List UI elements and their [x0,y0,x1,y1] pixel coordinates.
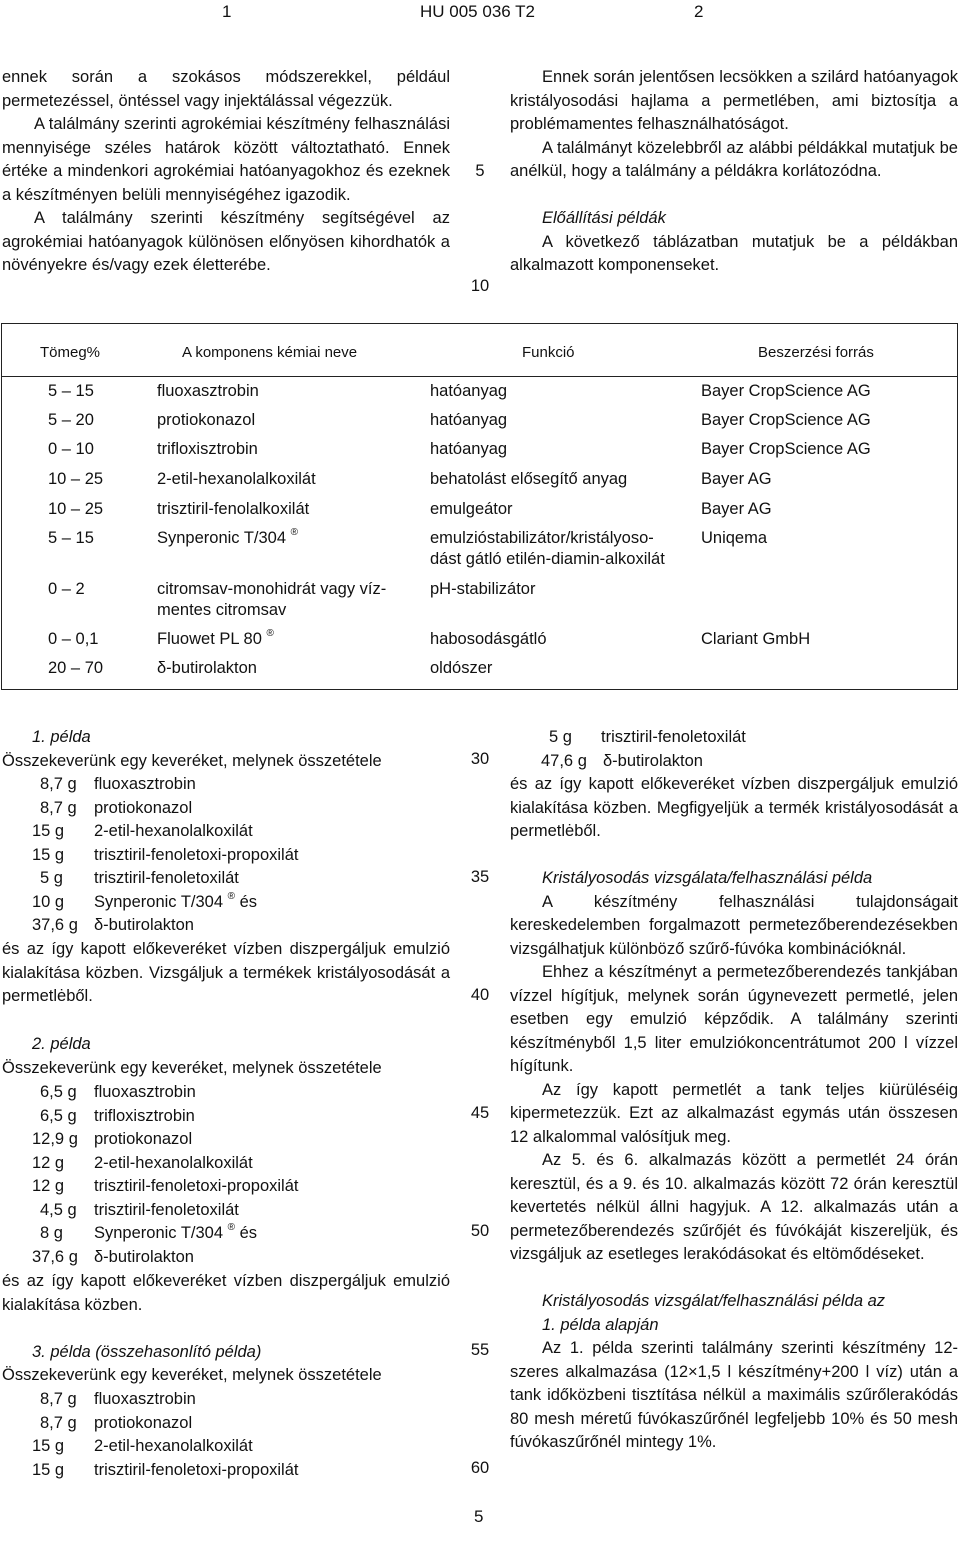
example-1-outro: és az így kapott előkeveréket vízben diszpergáljuk emulzió kialakítása közben. Vizsgáljuk a termékek kristályosodását a permetlėből. [2,940,450,1005]
line-number: 45 [470,1104,490,1122]
table-cell-function: emulgeátor [430,500,513,518]
table-cell-name [157,629,274,650]
table-header-source: Beszerzési forrás [758,344,874,361]
table-cell-source: Clariant GmbH [701,630,811,648]
line-number: 10 [470,277,490,295]
ingredient-row: 8,7 g protiokonazol [40,798,193,817]
intro-right-paragraph: A következő táblázatban mutatjuk be a példákban alkalmazott komponenseket. [510,232,958,274]
section-heading: 1. példa alapján [542,1315,659,1334]
ingredient-row: 8 g Synperonic T/304 ® és [40,1222,258,1242]
registered-mark: ® [290,527,298,538]
header-right-page-number: 2 [694,2,704,21]
ingredient-row: 15 g 2-etil-hexanolalkoxilát [32,1437,253,1455]
ingredient-row: 12 g 2-etil-hexanolalkoxilát [32,1153,253,1172]
intro-left-column [2,66,450,278]
example-1-title: 1. példa [32,728,91,746]
ingredient-row: 8,7 g protiokonazol [40,1413,193,1432]
table-cell-function: behatolást elősegítő anyag [430,470,628,488]
table-cell-name-line: citromsav-monohidrát vagy víz- [157,580,387,598]
table-cell-function: hatóanyag [430,382,508,400]
table-cell-name: fluoxasztrobin [157,382,259,400]
table-cell-mass: 0 – 0,1 [48,630,99,648]
table-cell-name [157,528,298,549]
example-1-intro: Összekeverünk egy keveréket, melynek összetétele [2,752,382,770]
example-2-ingredients [32,1081,299,1269]
table-cell-function [430,528,665,570]
table-cell-function-line: emulzióstabilizátor/kristályoso- [430,529,654,547]
example-3-title: 3. példa (összehasonlító példa) [32,1343,262,1361]
ingredient-row: 5 g trisztiril-fenoletoxilát [40,869,239,887]
example-1-ingredients [32,773,299,938]
table-cell-function: pH-stabilizátor [430,580,536,598]
line-number: 5 [475,162,485,180]
ingredient-row: 37,6 g δ-butirolakton [32,916,194,934]
table-cell-name: trisztiril-fenolalkoxilát [157,500,310,518]
table-cell-name: 2-etil-hexanolalkoxilát [157,470,316,488]
table-cell-mass: 10 – 25 [48,470,104,488]
table-cell-mass: 5 – 20 [48,411,94,429]
table-header-name: A komponens kémiai neve [182,344,358,361]
section-heading: Kristályosodás vizsgálat/felhasználási példa az [542,1292,886,1310]
paragraph: A készítmény felhasználási tulajdonságait kereskedelemben forgalmazott permetezőberendezésekben vizsgálhatjuk különböző szűrő-fúvóka kombinációknál. [510,892,958,958]
table-cell-source: Bayer AG [701,470,772,488]
intro-left-paragraph: A találmány szerinti készítmény segítségével az agrokémiai hatóanyagok különösen előnyösen kihordhatók a növényekre és/vagy ezek életterébe. [2,209,450,274]
line-number: 30 [470,750,490,768]
line-number: 60 [470,1459,490,1477]
example-3-ingredients-continued [541,726,746,773]
table-cell-function-line: dást gátló etilén-diamin-alkoxilát [430,550,665,568]
table-header-mass: Tömeg% [40,344,101,361]
table-cell-function: hatóanyag [430,411,508,429]
table-cell-mass: 10 – 25 [48,500,104,518]
table-cell-function: hatóanyag [430,440,508,458]
table-cell-name: δ-butirolakton [157,659,257,677]
table-cell-mass: 5 – 15 [48,382,94,400]
ingredient-row: 10 g Synperonic T/304 ® és [32,890,258,911]
ingredient-row: 4,5 g trisztiril-fenoletoxilát [40,1200,239,1219]
table-cell-name: protiokonazol [157,411,256,429]
line-number: 55 [470,1341,490,1359]
table-cell-mass: 5 – 15 [48,529,94,547]
ingredient-row: 15 g trisztiril-fenoletoxi-propoxilát [32,845,299,864]
line-number: 50 [470,1222,490,1240]
table-cell-function: habosodásgátló [430,630,547,648]
table-cell-function: oldószer [430,659,493,677]
paragraph: Az így kapott permetlét a tank teljes kiürüléséig kipermetezzük. Ezt az alkalmazást egymás után összesen 12 alkalommal valósítjuk meg. [510,1080,958,1146]
table-cell-source: Bayer CropScience AG [701,411,871,429]
product-name: Fluowet PL 80 [157,630,262,648]
table-cell-mass: 0 – 2 [48,580,85,598]
ingredient-row: 8,7 g fluoxasztrobin [40,775,196,793]
intro-right-paragraph: Ennek során jelentősen lecsökken a szilárd hatóanyagok kristályosodási hajlama a permetlében, ami biztosítja a problémamentes felhasználhatóságot. [510,68,958,133]
ingredient-row: 6,5 g trifloxisztrobin [40,1106,195,1125]
ingredient-row: 12 g trisztiril-fenoletoxi-propoxilát [32,1177,299,1195]
table-cell-mass: 0 – 10 [48,440,94,458]
line-number: 35 [470,868,490,886]
table-header-function: Funkció [522,344,575,361]
table-cell-name [157,579,386,621]
registered-mark: ® [266,628,274,639]
ingredient-row: 47,6 g δ-butirolakton [541,751,703,770]
ingredient-row: 5 g trisztiril-fenoletoxilát [549,728,746,746]
header-left-page-number: 1 [222,2,232,21]
ingredient-row: 12,9 g protiokonazol [32,1130,193,1148]
table-cell-name: trifloxisztrobin [157,440,258,458]
ingredient-row: 15 g 2-etil-hexanolalkoxilát [32,822,253,840]
components-table [1,323,958,690]
example-2-title: 2. példa [32,1035,91,1053]
ingredient-row: 15 g trisztiril-fenoletoxi-propoxilát [32,1460,299,1479]
table-cell-source: Bayer CropScience AG [701,440,871,458]
ingredient-row: 6,5 g fluoxasztrobin [40,1083,196,1101]
footer-page-number: 5 [474,1507,484,1526]
example-3-intro: Összekeverünk egy keveréket, melynek összetétele [2,1366,382,1384]
table-divider [2,376,957,377]
line-number: 40 [470,986,490,1004]
table-cell-mass: 20 – 70 [48,659,104,677]
ingredient-row: 37,6 g δ-butirolakton [32,1247,194,1266]
intro-right-column [510,66,958,278]
paragraph: Ehhez a készítményt a permetezőberendezés tankjában vízzel hígítjuk, melynek során úgynevezett permetlé, jelen esetben egy emulzió képződik. A találmány szerinti készítményből 1,5 liter emulziókoncentrátumot 200 l vízzel hígítunk. [510,963,958,1075]
section-heading: Előállítási példák [542,209,666,227]
right-column-text [510,773,958,1455]
header-document-number: HU 005 036 T2 [420,2,535,21]
paragraph: és az így kapott előkeveréket vízben diszpergáljuk emulzió kialakítása közben. Megfigyeljük a termék kristályosodását a permetlėből. [510,775,958,840]
paragraph: Az 1. példa szerinti találmány szerinti készítmény 12-szeres alkalmazása (12×1,5 l készítmény+200 l víz) után a tank időközbeni tisztítása nélkül a maximális szűrőlerakódás 80 mesh méretű fúvókaszűrőnél legfeljebb 10% és 50 mesh fúvókaszűrőnél mintegy 1%. [510,1339,958,1451]
intro-left-paragraph: ennek során a szokásos módszerekkel, például permetezéssel, öntéssel vagy injektálással végezzük. [2,68,450,110]
intro-left-paragraph: A találmány szerinti agrokémiai készítmény felhasználási mennyisége széles határok között változtatható. Ennek értéke a mindenkori agrokémiai hatóanyagokhoz és ezeknek a készítményen belüli mennyiségéhez igazodik. [2,115,450,204]
section-heading: Kristályosodás vizsgálata/felhasználási példa [542,869,873,887]
example-3-ingredients [32,1388,299,1482]
example-2-outro: és az így kapott előkeveréket vízben diszpergáljuk emulzió kialakítása közben. [2,1272,450,1314]
ingredient-row: 8,7 g fluoxasztrobin [40,1390,196,1408]
table-cell-source: Bayer CropScience AG [701,382,871,400]
product-name: Synperonic T/304 [157,529,287,547]
example-2-intro: Összekeverünk egy keveréket, melynek összetétele [2,1059,382,1077]
paragraph: Az 5. és 6. alkalmazás között a permetlét 24 órán keresztül, és a 9. és 10. alkalmazás között 72 órán keresztül kevertetés nélkül állni hagyjuk. A 12. alkalmazás után a permetezőberendezés szűrőjét és fúvókáját kiszereljük, és vizsgáljuk az esetleges lerakódásokat és eltömődéseket. [510,1151,958,1263]
table-cell-source: Uniqema [701,529,768,547]
table-cell-source: Bayer AG [701,500,772,518]
intro-right-paragraph: A találmányt közelebbről az alábbi példákkal mutatjuk be anélkül, hogy a találmány a példákra korlátozódna. [510,138,958,180]
table-cell-name-line: mentes citromsav [157,601,287,619]
